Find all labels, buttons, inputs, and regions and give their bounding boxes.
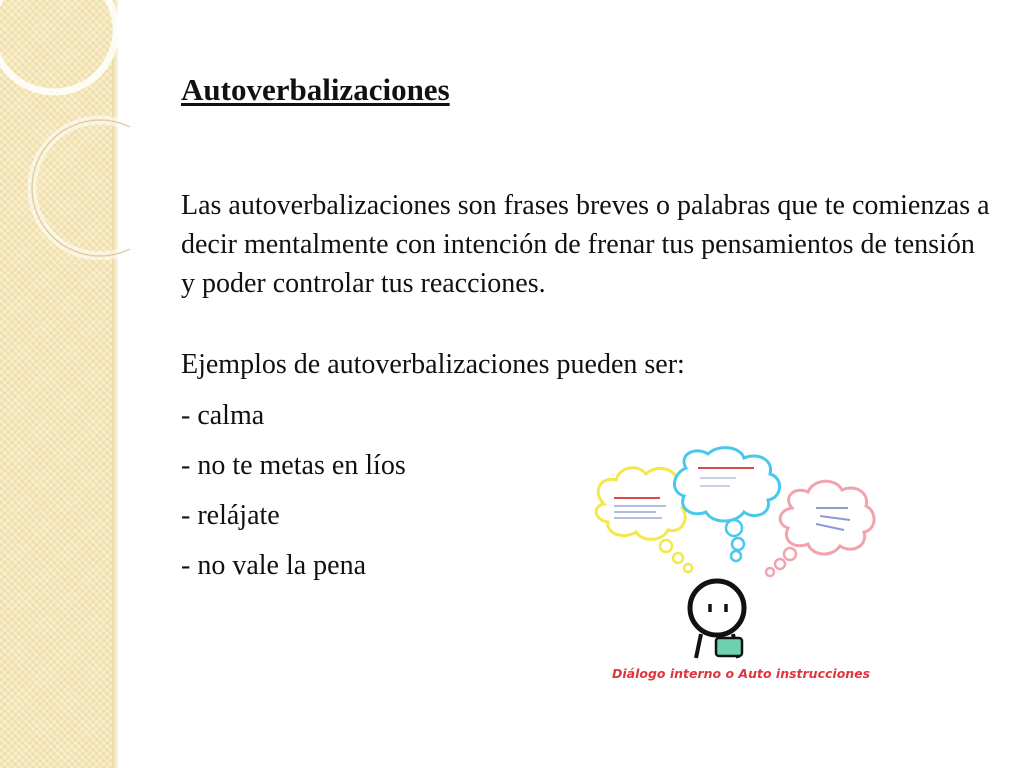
slide-title: Autoverbalizaciones bbox=[181, 72, 450, 107]
stick-figure bbox=[690, 581, 744, 658]
thought-dot bbox=[731, 551, 741, 561]
example-item: - calma bbox=[181, 400, 265, 431]
thought-dot bbox=[684, 564, 692, 572]
decorative-ring-top bbox=[0, 0, 116, 92]
thought-dot bbox=[726, 520, 742, 536]
examples-intro: Ejemplos de autoverbalizaciones pueden ser: bbox=[181, 349, 685, 380]
thought-bubble-pink bbox=[766, 481, 874, 576]
decorative-ring-middle bbox=[32, 120, 130, 256]
inner-dialogue-illustration bbox=[586, 446, 886, 696]
thought-bubble-blue bbox=[674, 448, 779, 561]
illustration-caption: Diálogo interno o Auto instrucciones bbox=[612, 666, 871, 681]
example-item: - no te metas en líos bbox=[181, 450, 406, 481]
figure-device bbox=[716, 638, 742, 656]
decorative-circles bbox=[0, 0, 130, 260]
thought-dot bbox=[784, 548, 796, 560]
example-item: - relájate bbox=[181, 500, 280, 531]
thought-dot bbox=[660, 540, 672, 552]
thought-dot bbox=[673, 553, 683, 563]
thought-dot bbox=[732, 538, 744, 550]
definition-paragraph: Las autoverbalizaciones son frases breves o palabras que te comienzas a decir mentalmente con intención de frenar tus pensamientos de tensión y poder controlar tus reacciones. bbox=[181, 190, 990, 299]
example-item: - no vale la pena bbox=[181, 550, 367, 581]
thought-dot bbox=[766, 568, 774, 576]
thought-dot bbox=[775, 559, 785, 569]
